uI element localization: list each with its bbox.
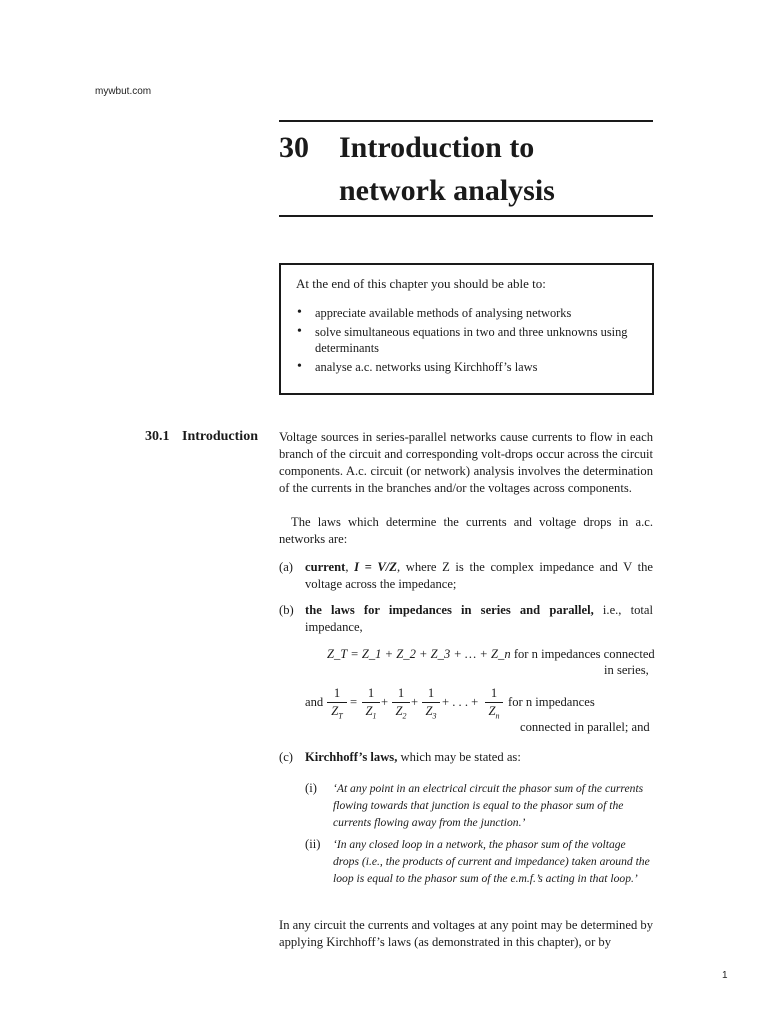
fraction-1-over-z2: 1 $Z_2$ (392, 686, 410, 721)
fraction-1-over-zt: 1 $Z_T$ (327, 686, 347, 721)
objective-item: • solve simultaneous equations in two and three unknowns using determinants (297, 324, 637, 356)
parallel-tail-2: connected in parallel; and (520, 720, 650, 734)
item-c-label: (c) (279, 750, 293, 764)
section-title: Introduction (182, 429, 258, 444)
paragraph-1: Voltage sources in series-parallel networks cause currents to flow in each branch of the circuit and corresponding volt-drops occur across the circuit components. A.c. circuit (or network) analysis involves the determination of the currents in the branches and/or the voltages across components. (279, 430, 653, 495)
item-c-rest: which may be stated as: (397, 750, 521, 764)
chapter-number: 30 (279, 131, 309, 164)
item-a-text: current, I = V/Z, where Z is the complex impedance and V the voltage across the impedance; (305, 560, 653, 591)
item-b-label: (b) (279, 603, 294, 617)
parallel-tail-1: for n impedances (508, 695, 595, 709)
list-item-b (279, 602, 653, 636)
objectives-list (297, 305, 637, 378)
fraction-1-over-z3: 1 $Z_3$ (422, 686, 440, 721)
list-item-c (279, 749, 653, 766)
list-item-a (279, 559, 653, 593)
item-c-text (305, 749, 653, 766)
item-c-bold: Kirchhoff’s laws, (305, 750, 398, 764)
equals-sign: = (350, 695, 358, 709)
item-b-rest: i.e., total impedance, (305, 603, 653, 634)
item-b-bold: the laws for impedances in series and parallel, (305, 603, 594, 617)
law-ii-text: ‘In any closed loop in a network, the phasor sum of the voltage drops (i.e., the products of current and impedance) taken around the loop is equal to the phasor sum of the e.m.f.’s acting in that loop.’ (333, 838, 650, 885)
series-tail-1: for n impedances connected (513, 647, 655, 661)
paragraph-3: In any circuit the currents and voltages at any point may be determined by applying Kirchhoff’s laws (as demonstrated in this chapter), or by (279, 918, 653, 949)
section-number: 30.1 (145, 429, 170, 444)
fraction-1-over-zn: 1 $Z_n$ (485, 686, 503, 721)
objective-item: • analyse a.c. networks using Kirchhoff’s laws (297, 359, 637, 375)
site-watermark: mywbut.com (95, 86, 152, 97)
objectives-lead: At the end of this chapter you should be able to: (296, 276, 546, 291)
plus-sign: + (411, 695, 419, 709)
chapter-top-rule (279, 120, 653, 122)
fraction-1-over-z1: 1 $Z_1$ (362, 686, 380, 721)
law-i (305, 780, 653, 831)
law-ii-label: (ii) (305, 837, 321, 851)
series-tail-2: in series, (604, 663, 649, 677)
item-a-label: (a) (279, 560, 293, 574)
chapter-title-line2: network analysis (339, 174, 555, 207)
chapter-title-line1: Introduction to (339, 131, 535, 164)
series-equation-text: Z_T = Z_1 + Z_2 + Z_3 + … + Z_n (327, 647, 511, 661)
item-a-rest: , where Z is the complex impedance and V the voltage across the impedance; (305, 560, 653, 591)
law-i-label: (i) (305, 781, 317, 795)
item-b-text (305, 602, 653, 636)
item-a-bold: current (305, 560, 346, 574)
plus-sign: + (381, 695, 389, 709)
series-equation (327, 647, 655, 662)
paragraph-2: The laws which determine the currents and voltage drops in a.c. networks are: (279, 515, 653, 546)
law-ii (305, 836, 653, 904)
objective-item: • appreciate available methods of analysing networks (297, 305, 637, 321)
item-a-formula: I = V/Z (354, 560, 397, 574)
chapter-bottom-rule (279, 215, 653, 217)
and-word: and (305, 695, 324, 709)
objectives-box (279, 263, 654, 395)
page-number: 1 (722, 970, 728, 981)
law-i-text: ‘At any point in an electrical circuit the phasor sum of the currents flowing towards that junction is equal to the phasor sum of the currents flowing away from the junction.’ (333, 782, 644, 829)
ellipsis-sum: + . . . + (442, 695, 479, 709)
